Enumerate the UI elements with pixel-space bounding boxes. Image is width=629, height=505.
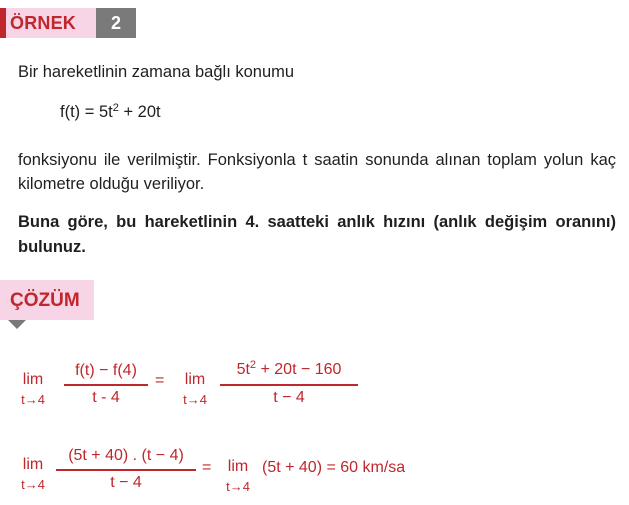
problem-formula xyxy=(60,103,161,122)
problem-description: fonksiyonu ile verilmiştir. Fonksiyonla t saatin sonunda alınan toplam yolun kaç kilometre olduğu veriliyor. xyxy=(18,151,616,193)
limit-subscript: t→4 xyxy=(21,392,45,407)
fraction-1a-numerator: f(t) − f(4) xyxy=(75,362,137,379)
limit-subscript: t→4 xyxy=(226,479,250,494)
fraction-1a-denominator: t - 4 xyxy=(92,389,120,406)
limit-word: lim xyxy=(22,456,44,473)
header-title: ÖRNEK xyxy=(10,13,77,33)
limit-2a xyxy=(13,456,53,492)
num-base: 5t xyxy=(236,361,250,378)
fraction-1a-bar xyxy=(64,384,148,386)
fraction-2-numerator: (5t + 40) . (t − 4) xyxy=(68,447,184,464)
problem-question: Buna göre, bu hareketlinin 4. saatteki anlık hızını (anlık değişim oranını) bulunuz. xyxy=(18,213,616,256)
fraction-2-denominator: t − 4 xyxy=(110,474,142,491)
fraction-1b-bar xyxy=(220,384,358,386)
formula-rest: + 20t xyxy=(118,103,161,121)
formula-base: f(t) = 5t xyxy=(60,103,113,121)
header-number: 2 xyxy=(110,13,121,33)
limit-1b xyxy=(175,371,215,407)
formula-exponent: 2 xyxy=(112,102,119,114)
fraction-1b-denominator: t − 4 xyxy=(273,389,305,406)
equals-1: = xyxy=(155,372,165,389)
num-rest: + 20t − 160 xyxy=(256,361,342,378)
problem-intro: Bir hareketlinin zamana bağlı konumu xyxy=(18,63,295,81)
num-exponent: 2 xyxy=(249,359,257,371)
limit-word: lim xyxy=(227,458,249,475)
solution-title: ÇÖZÜM xyxy=(10,290,80,311)
fraction-2-bar xyxy=(56,469,196,471)
limit-word: lim xyxy=(22,371,44,388)
limit-2b xyxy=(218,458,258,494)
solution-arrow-icon xyxy=(8,320,26,329)
limit-subscript: t→4 xyxy=(183,392,207,407)
equals-2: = xyxy=(202,459,212,476)
limit-1a xyxy=(13,371,53,407)
final-result: (5t + 40) = 60 km/sa xyxy=(262,459,406,476)
limit-word: lim xyxy=(184,371,206,388)
fraction-1b-numerator xyxy=(220,361,358,379)
limit-subscript: t→4 xyxy=(21,477,45,492)
